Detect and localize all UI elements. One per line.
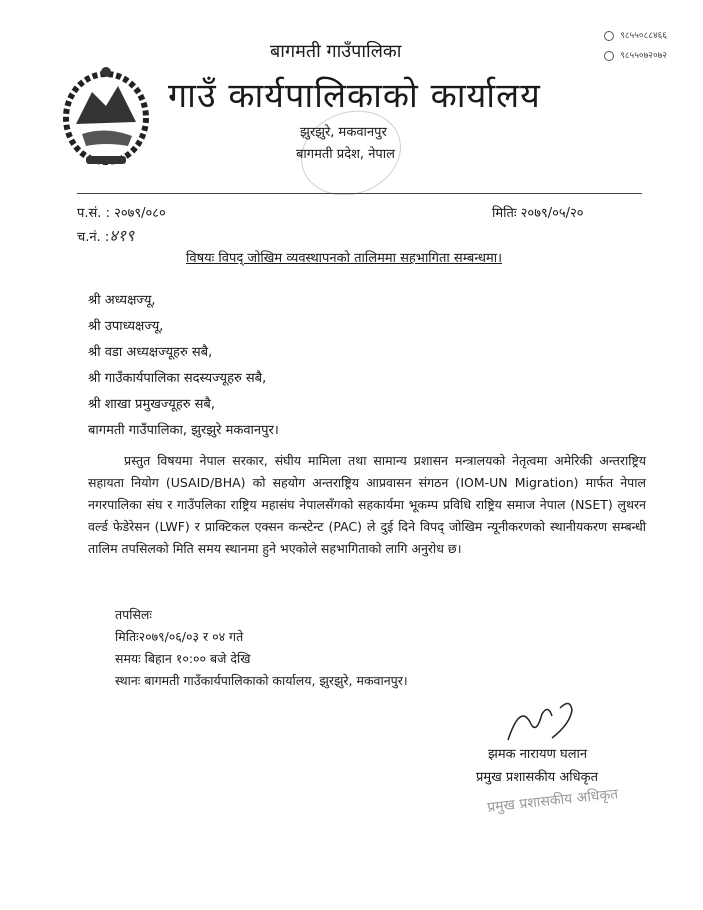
training-time: समयः बिहान १०:०० बजे देखि	[115, 651, 251, 666]
address-line-1: झुरझुरे, मकवानपुर	[300, 125, 387, 140]
recipient: श्री शाखा प्रमुखज्यूहरु सबै,	[88, 397, 215, 412]
municipality-name: बागमती गाउँपालिका	[270, 41, 402, 62]
phone-1: ९८५५०८८४६६	[604, 30, 667, 42]
letter-date: मितिः २०७९/०५/२०	[492, 206, 584, 221]
body-paragraph: प्रस्तुत विषयमा नेपाल सरकार, संघीय मामिला तथा सामान्य प्रशासन मन्त्रालयको नेतृत्वमा अमेरिकी अन्तराष्ट्रिय सहायता नियोग (USAID/BHA) को सहयोग अन्तराष्ट्रिय आप्रवासन संगठन (IOM-UN Migration) मार्फत नेपाल नगरपालिका संघ र गाउँपलिका राष्ट्रिय महासंघ नेपालसँगको सहकार्यमा भूकम्प प्रविधि राष्ट्रिय समाज नेपाल (NSET) लुथरन वर्ल्ड फेडेरेसन (LWF) र प्राक्टिकल एक्सन कन्स्टेन्ट (PAC) ले दुई दिने विपद् जोखिम न्यूनीकरणको स्थानीयकरण सम्बन्धी तालिम तपसिलको मिति समय स्थानमा हुने भएकोले सहभागिताको लागि अनुरोध छ।	[88, 453, 646, 556]
designation-stamp: प्रमुख प्रशासकीय अधिकृत	[486, 786, 619, 816]
signatory-name: झमक नारायण घलान	[488, 747, 588, 762]
dispatch-number: च.नं. :४१९	[77, 226, 135, 245]
training-date: मितिः२०७९/०६/०३ र ०४ गते	[115, 629, 244, 644]
office-title: गाउँ कार्यपालिकाको कार्यालय	[168, 76, 541, 116]
phone-icon	[604, 51, 614, 61]
signatory-title: प्रमुख प्रशासकीय अधिकृत	[476, 770, 599, 785]
phone-icon	[604, 31, 614, 41]
recipient-list	[88, 288, 279, 444]
recipient: श्री अध्यक्षज्यू,	[88, 293, 156, 308]
recipient: श्री वडा अध्यक्षज्यूहरु सबै,	[88, 345, 213, 360]
training-place: स्थानः बागमती गाउँकार्यपालिकाको कार्यालय, झुरझुरे, मकवानपुर।	[115, 673, 408, 688]
recipient: श्री उपाध्यक्षज्यू,	[88, 319, 164, 334]
address-line-2: बागमती प्रदेश, नेपाल	[296, 147, 395, 162]
reference-number: प.सं. : २०७९/०८०	[77, 206, 166, 221]
recipient: श्री गाउँकार्यपालिका सदस्यज्यूहरु सबै,	[88, 371, 267, 386]
header-divider	[77, 193, 642, 194]
details-heading: तपसिलः	[115, 607, 152, 622]
handwritten-signature	[500, 698, 590, 743]
phone-2: ९८५५०७२०७२	[604, 50, 667, 62]
emblem-logo	[62, 62, 150, 170]
subject-line: विषयः विपद् जोखिम व्यवस्थापनको तालिममा सहभागिता सम्बन्धमा।	[186, 251, 503, 266]
recipient: बागमती गाउँपालिका, झुरझुरे मकवानपुर।	[88, 423, 279, 438]
